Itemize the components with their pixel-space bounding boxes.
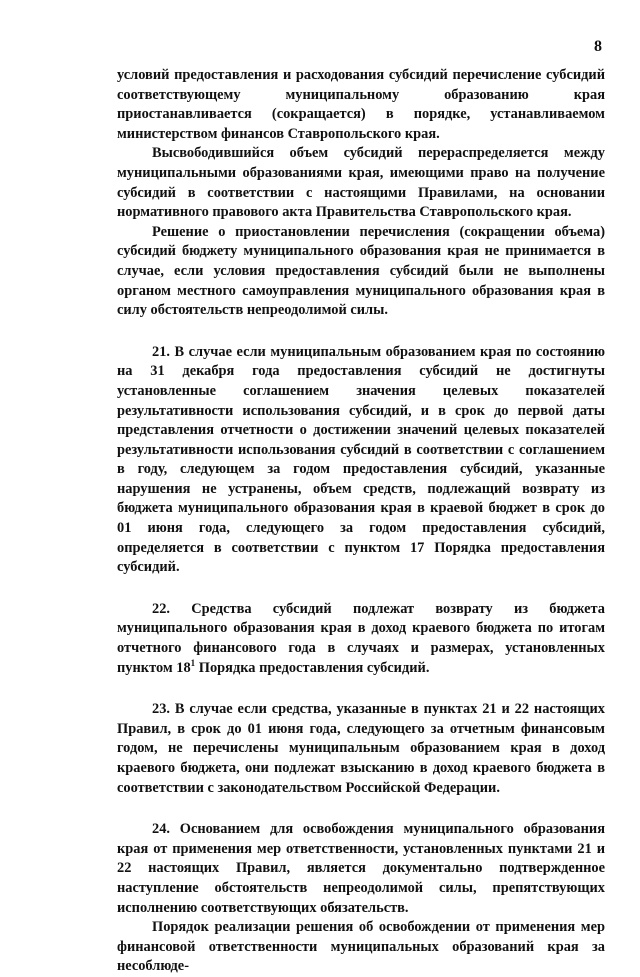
paragraph-gap — [117, 798, 605, 820]
paragraph-gap — [117, 678, 605, 700]
paragraph-item-24: 24. Основанием для освобождения муниципального образования края от применения мер ответственности, установленных пунктами 21 и 22 настоящих Правил, является документально подтвержденное наступление обстоятельств непреодолимой силы, препятствующих исполнению соответствующих обязательств. — [117, 821, 605, 916]
document-body — [117, 66, 605, 977]
paragraph-item-22-tail: Порядка предоставления субсидий. — [195, 659, 430, 676]
paragraph-continuation: условий предоставления и расходования субсидий перечисление субсидий соответствующему муниципальному образованию края приостанавливается (сокращается) в порядке, устанавливаемом министерством финансов Ставропольского края. — [117, 67, 605, 142]
superscript-index: 1 — [190, 657, 196, 668]
paragraph-gap — [117, 578, 605, 600]
paragraph-suspension-decision: Решение о приостановлении перечисления (сокращении объема) субсидий бюджету муниципального образования края не принимается в случае, если условия предоставления субсидий были не выполнены органом местного самоуправления муниципального образования края в силу обстоятельств непреодолимой силы. — [117, 223, 605, 319]
paragraph-redistribution: Высвободившийся объем субсидий перераспределяется между муниципальными образованиями края, имеющими право на получение субсидий в соответствии с настоящими Правилами, на основании нормативного правового акта Правительства Ставропольского края. — [117, 145, 605, 221]
paragraph-item-22-text: 22. Средства субсидий подлежат возврату из бюджета муниципального образования края в доход краевого бюджета по итогам отчетного финансового года в случаях и размерах, установленных пунктом 18 — [117, 600, 605, 676]
paragraph-item-21: 21. В случае если муниципальным образованием края по состоянию на 31 декабря года предоставления субсидий не достигнуты установленные соглашением значения целевых показателей результативности использования субсидий, и в срок до первой даты представления отчетности о достижении значений целевых показателей результативности использования субсидий в соответствии с соглашением в году, следующем за годом предоставления субсидий, указанные нарушения не устранены, объем средств, подлежащий возврату из бюджета муниципального образования края в краевой бюджет в срок до 01 июня года, следующего за годом предоставления субсидий, определяется в соответствии с пунктом 17 Порядка предоставления субсидий. — [117, 343, 605, 576]
paragraph-gap — [117, 321, 605, 343]
paragraph-exemption-procedure: Порядок реализации решения об освобождении от применения мер финансовой ответственности муниципальных образований края за несоблюде- — [117, 919, 605, 975]
paragraph-item-23: 23. В случае если средства, указанные в пунктах 21 и 22 настоящих Правил, в срок до 01 июня года, следующего за отчетным финансовым годом, не перечислены муниципальным образованием края в доход краевого бюджета, они подлежат взысканию в доход краевого бюджета в соответствии с законодательством Российской Федерации. — [117, 701, 605, 796]
paragraph-item-22 — [117, 600, 605, 678]
page-number: 8 — [594, 38, 602, 55]
